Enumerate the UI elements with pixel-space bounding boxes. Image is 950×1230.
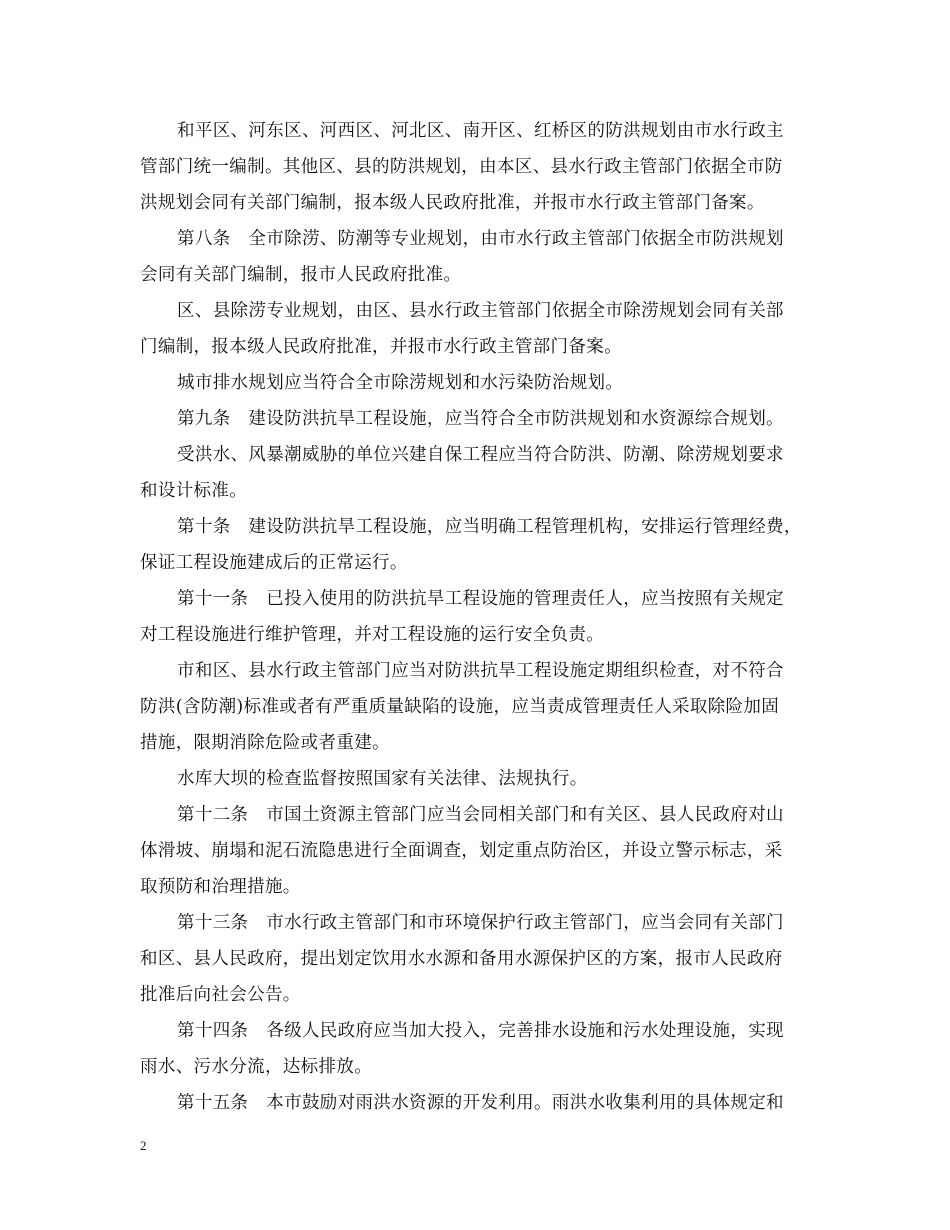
text-line: 取预防和治理措施。 [140, 877, 301, 897]
text-line: 批准后向社会公告。 [140, 985, 301, 1005]
text-line: 对工程设施进行维护管理，并对工程设施的运行安全负责。 [140, 625, 605, 645]
text-line: 管部门统一编制。其他区、县的防洪规划，由本区、县水行政主管部门依据全市防 [140, 157, 783, 177]
text-line: 第十五条 本市鼓励对雨洪水资源的开发利用。雨洪水收集利用的具体规定和 [177, 1093, 784, 1113]
text-line: 第十条 建设防洪抗旱工程设施，应当明确工程管理机构，安排运行管理经费， [177, 517, 802, 537]
text-line: 第十一条 已投入使用的防洪抗旱工程设施的管理责任人，应当按照有关规定 [177, 589, 784, 609]
text-line: 门编制，报本级人民政府批准，并报市水行政主管部门备案。 [140, 337, 622, 357]
text-line: 区、县除涝专业规划，由区、县水行政主管部门依据全市除涝规划会同有关部 [177, 301, 784, 321]
text-line: 和设计标准。 [140, 481, 248, 501]
text-line: 雨水、污水分流，达标排放。 [140, 1057, 373, 1077]
text-line: 市和区、县水行政主管部门应当对防洪抗旱工程设施定期组织检查，对不符合 [177, 661, 784, 681]
text-line: 和平区、河东区、河西区、河北区、南开区、红桥区的防洪规划由市水行政主 [177, 121, 784, 141]
text-line: 城市排水规划应当符合全市除涝规划和水污染防治规划。 [177, 373, 624, 393]
text-line: 水库大坝的检查监督按照国家有关法律、法规执行。 [177, 769, 588, 789]
text-line: 第十四条 各级人民政府应当加大投入，完善排水设施和污水处理设施，实现 [177, 1021, 784, 1041]
text-line: 和区、县人民政府，提出划定饮用水水源和备用水源保护区的方案，报市人民政府 [140, 949, 783, 969]
text-line: 防洪(含防潮)标准或者有严重质量缺陷的设施，应当责成管理责任人采取除险加固 [140, 697, 780, 717]
text-line: 受洪水、风暴潮威胁的单位兴建自保工程应当符合防洪、防潮、除涝规划要求 [177, 445, 784, 465]
text-line: 保证工程设施建成后的正常运行。 [140, 553, 408, 573]
text-line: 会同有关部门编制，报市人民政府批准。 [140, 265, 462, 285]
text-line: 第十二条 市国土资源主管部门应当会同相关部门和有关区、县人民政府对山 [177, 805, 784, 825]
page-number: 2 [140, 1138, 147, 1153]
text-line: 第八条 全市除涝、防潮等专业规划，由市水行政主管部门依据全市防洪规划 [177, 229, 784, 249]
text-line: 措施，限期消除危险或者重建。 [140, 733, 390, 753]
text-line: 第十三条 市水行政主管部门和市环境保护行政主管部门，应当会同有关部门 [177, 913, 784, 933]
text-line: 体滑坡、崩塌和泥石流隐患进行全面调查，划定重点防治区，并设立警示标志，采 [140, 841, 783, 861]
text-line: 第九条 建设防洪抗旱工程设施，应当符合全市防洪规划和水资源综合规划。 [177, 409, 784, 429]
text-line: 洪规划会同有关部门编制，报本级人民政府批准，并报市水行政主管部门备案。 [140, 193, 765, 213]
